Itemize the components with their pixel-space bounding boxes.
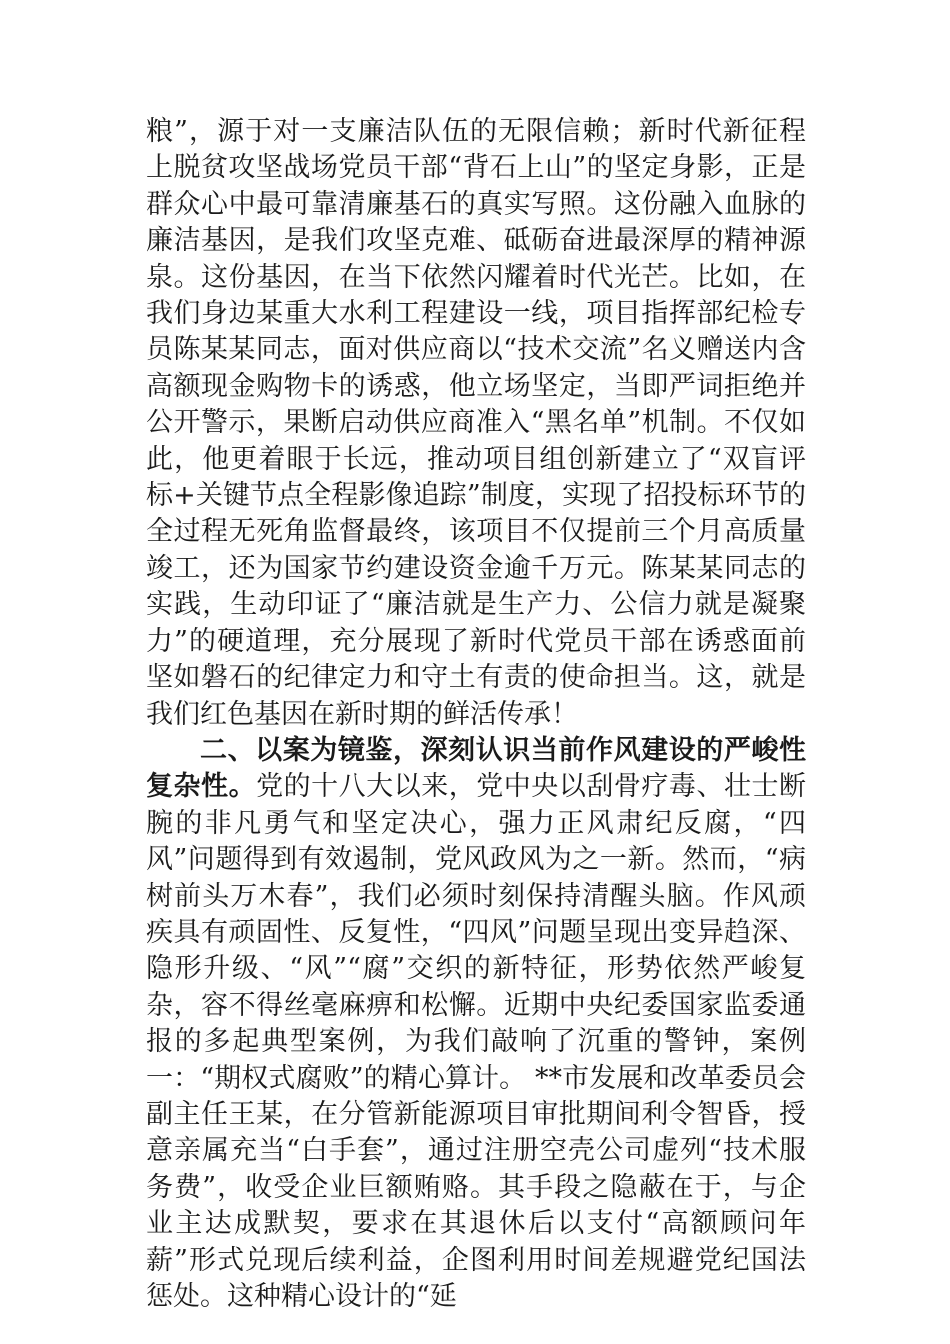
paragraph-text: 党的十八大以来，党中央以刮骨疗毒、壮士断腕的非凡勇气和坚定决心，强力正风肃纪反腐，“四风”问题得到有效遏制，党风政风为之一新。然而，“病树前头万木春”，我们必须时刻保持清醒头脑。作风顽疾具有顽固性、反复性，“四风”问题呈现出变异趋深、隐形升级、“风”“腐”交织的新特征，形势依然严峻复杂，容不得丝毫麻痹和松懈。近期中央纪委国家监委通报的多起典型案例，为我们敲响了沉重的警钟，案例一：“期权式腐败”的精心算计。 **市发展和改革委员会副主任王某，在分管新能源项目审批期间利令智昏，授意亲属充当“白手套”，通过注册空壳公司虚列“技术服务费”，收受企业巨额贿赂。其手段之隐蔽在于，与企业主达成默契，要求在其退休后以支付“高额顾问年薪”形式兑现后续利益，企图利用时间差规避党纪国法惩处。这种精心设计的“延 [146,771,807,1312]
paragraph-case-warning [146,733,806,1316]
section-heading: 二、以案为镜鉴，深刻认识当前作风建设的严峻性复杂性。 [146,734,806,803]
document-page [146,114,806,1315]
paragraph-text: 粮”，源于对一支廉洁队伍的无限信赖；新时代新征程上脱贫攻坚战场党员干部“背石上山”的坚定身影，正是群众心中最可靠清廉基石的真实写照。这份融入血脉的廉洁基因，是我们攻坚克难、砥砺奋进最深厚的精神源泉。这份基因，在当下依然闪耀着时代光芒。比如，在我们身边某重大水利工程建设一线，项目指挥部纪检专员陈某某同志，面对供应商以“技术交流”名义赠送内含高额现金购物卡的诱惑，他立场坚定，当即严词拒绝并公开警示，果断启动供应商准入“黑名单”机制。不仅如此，他更着眼于长远，推动项目组创新建立了“双盲评标+关键节点全程影像追踪”制度，实现了招投标环节的全过程无死角监督最终，该项目不仅提前三个月高质量竣工，还为国家节约建设资金逾千万元。陈某某同志的实践，生动印证了“廉洁就是生产力、公信力就是凝聚力”的硬道理，充分展现了新时代党员干部在诱惑面前坚如磐石的纪律定力和守土有责的使命担当。这，就是我们红色基因在新时期的鲜活传承！ [146,116,806,730]
paragraph-clean-gene [146,114,806,733]
